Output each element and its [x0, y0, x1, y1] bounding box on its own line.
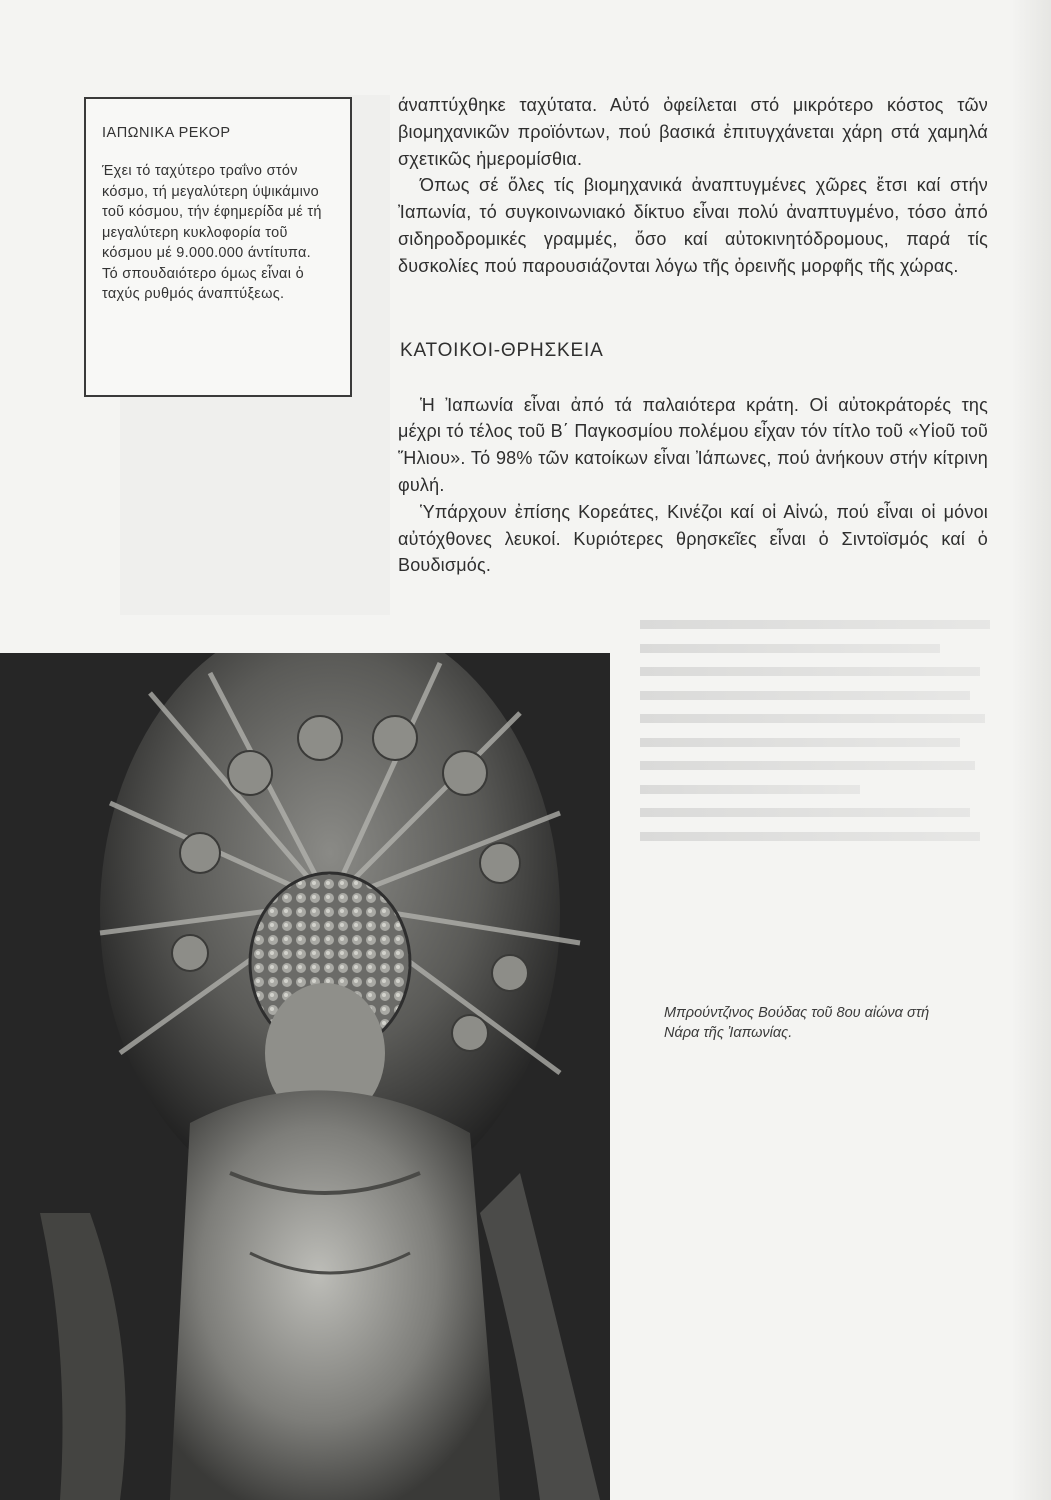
buddha-photo [0, 653, 610, 1500]
sidebar-paragraph-growth: Τό σπουδαιότερο όμως εἶναι ὁ ταχύς ρυθμός άναπτύξεως. [102, 265, 304, 302]
records-sidebar-box [84, 97, 352, 397]
main-text-column [398, 92, 988, 579]
page-edge-shadow [1011, 0, 1051, 1500]
sidebar-title: ΙΑΠΩΝΙΚΑ ΡΕΚΟΡ [102, 125, 231, 141]
paragraph-religion: Ὑπάρχουν ἐπίσης Κορεάτες, Κινέζοι καί οἱ Αἰνώ, πού εἶναι οἱ μόνοι αὐτόχθονες λευκοί. Κυριότερες θρησκεῖες εἶναι ὁ Σιντοϊσμός καί ὁ Βουδισμός. [398, 501, 988, 576]
paragraph-population: Ἡ Ἰαπωνία εἶναι ἀπό τά παλαιότερα κράτη. Οἱ αὐτοκράτορές της μέχρι τό τέλος τοῦ Β΄ Παγκοσμίου πολέμου εἶχαν τόν τίτλο τοῦ «Υἱοῦ τοῦ Ἥλιου». Τό 98% τῶν κατοίκων εἶναι Ἰάπωνες, πού ἀνήκουν στήν κίτρινη φυλή. [398, 394, 988, 495]
sidebar-paragraph-records: Έχει τό ταχύτερο τραΐνο στόν κόσμο, τή μεγαλύτερη ύψικάμινο τοῦ κόσμου, τήν έφημερίδα μέ τή μεγαλύτερη κυκλοφορία τοῦ κόσμου μέ 9.000.000 άντίτυπα. [102, 163, 322, 261]
photo-caption: Μπρούντζινος Βούδας τοῦ 8ου αἰώνα στή Νάρα τῆς Ἰαπωνίας. [664, 1005, 930, 1041]
buddha-statue-illustration [0, 653, 610, 1500]
bleed-through-text [640, 620, 1000, 855]
section-heading-population-religion: ΚΑΤΟΙΚΟΙ-ΘΡΗΣΚΕΙΑ [400, 339, 604, 361]
paragraph-economy: άναπτύχθηκε ταχύτατα. Αὐτό ὀφείλεται στό μικρότερο κόστος τῶν βιομηχανικῶν προϊόντων, πού βασικά ἐπιτυγχάνεται χάρη στά χαμηλά σχετικῶς ἡμερομίσθια. [398, 95, 988, 169]
paragraph-transport: Όπως σέ ὅλες τίς βιομηχανικά ἀναπτυγμένες χῶρες ἔτσι καί στήν Ἰαπωνία, τό συγκοινωνιακό δίκτυο εἶναι πολύ ἀναπτυγμένο, τόσο ἀπό σιδηροδρομικές γραμμές, ὅσο καί αὐτοκινητόδρομους, παρά τίς δυσκολίες πού παρουσιάζονται λόγω τῆς ὀρεινῆς μορφῆς τῆς χώρας. [398, 175, 988, 276]
